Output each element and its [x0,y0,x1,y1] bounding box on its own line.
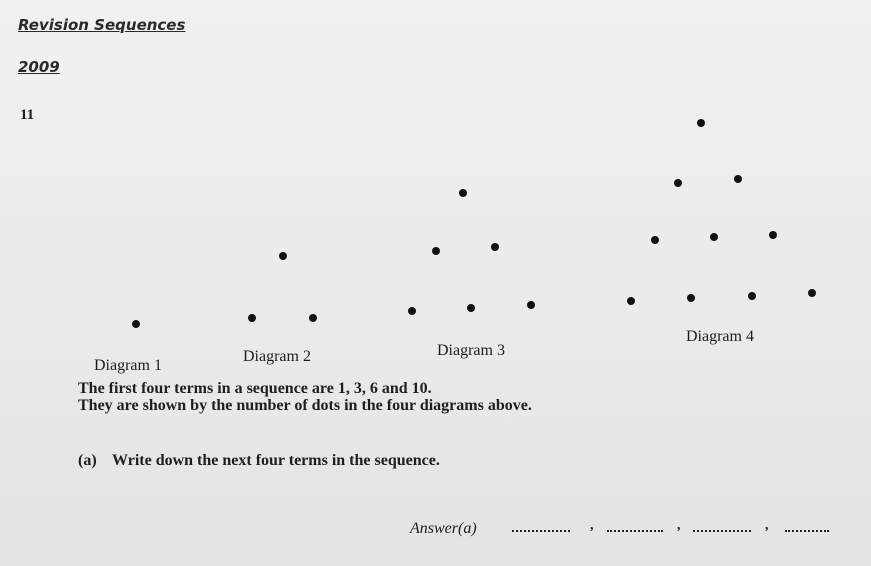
question-number: 11 [20,107,35,123]
diagram-dot [432,247,440,255]
diagram-1-label: Diagram 1 [94,357,162,374]
answer-blank-4[interactable] [785,530,829,532]
part-a-text: Write down the next four terms in the sequence. [112,452,440,469]
diagram-2-label: Diagram 2 [243,348,311,365]
diagram-dot [309,314,317,322]
diagram-dot [769,231,777,239]
answer-separator: , [765,518,769,533]
answer-label: Answer(a) [410,520,477,537]
diagram-dot [408,307,416,315]
year-heading: 2009 [18,58,60,76]
part-a-label: (a) [78,452,97,469]
worksheet-title: Revision Sequences [18,16,186,34]
diagram-dot [808,289,816,297]
diagram-dot [674,179,682,187]
diagram-dot [491,243,499,251]
answer-separator: , [590,518,594,533]
diagram-dot [687,294,695,302]
diagram-3-label: Diagram 3 [437,342,505,359]
diagram-dot [132,320,140,328]
diagram-dot [248,314,256,322]
diagram-dot [279,252,287,260]
part-a [78,452,440,470]
diagram-dot [748,292,756,300]
diagram-dot [734,175,742,183]
diagram-dot [651,236,659,244]
diagram-4-label: Diagram 4 [686,328,754,345]
answer-blank-3[interactable] [693,530,751,532]
answer-blank-2[interactable] [607,530,663,532]
diagram-dot [467,304,475,312]
diagram-dot [459,189,467,197]
answer-separator: , [677,518,681,533]
diagram-dot [697,119,705,127]
diagram-dot [710,233,718,241]
question-text-line-1: The first four terms in a sequence are 1, 3, 6 and 10. [78,380,432,397]
diagram-dot [627,297,635,305]
question-text-line-2: They are shown by the number of dots in the four diagrams above. [78,397,532,414]
diagram-dot [527,301,535,309]
answer-blank-1[interactable] [512,530,570,532]
